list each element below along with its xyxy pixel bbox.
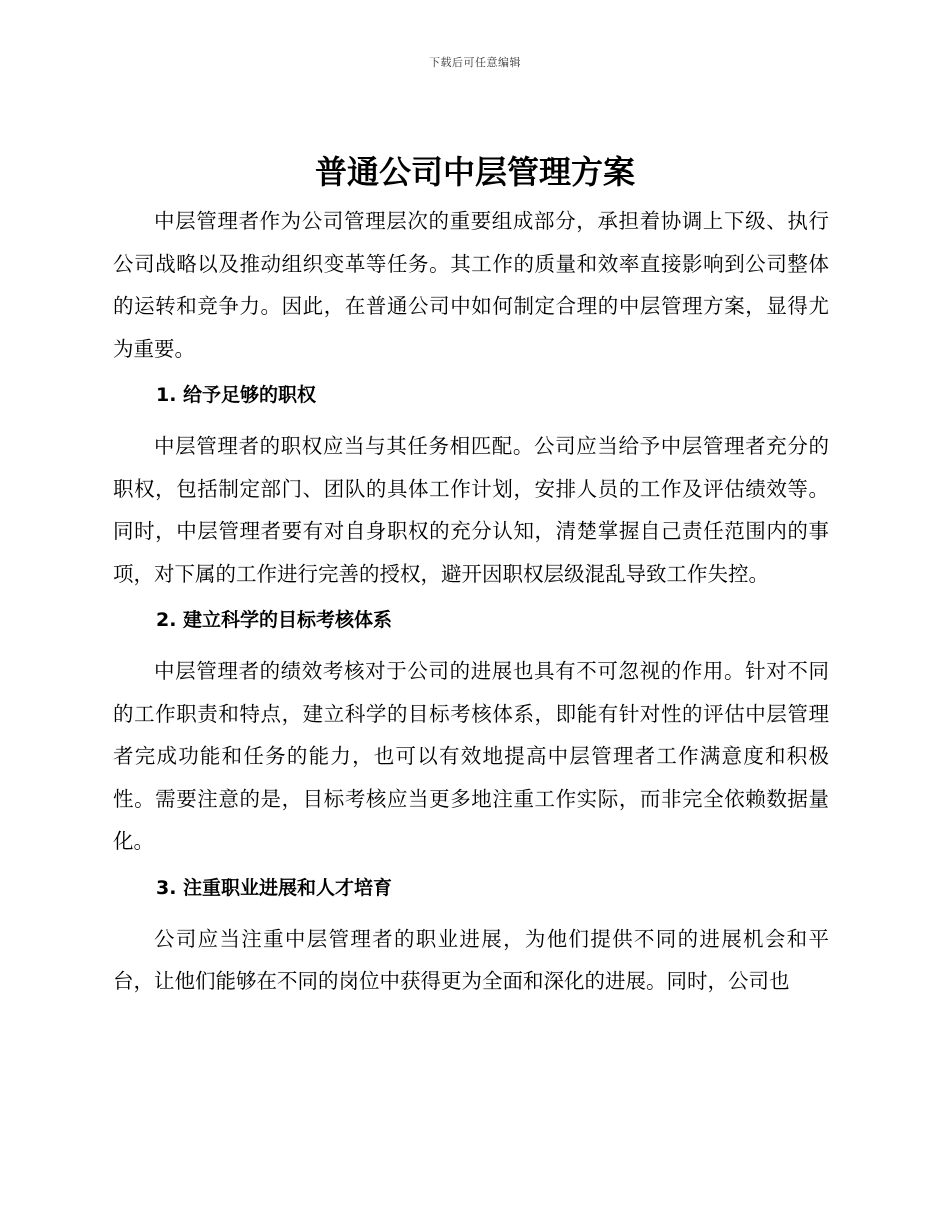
page-header-note: 下载后可任意编辑 [429, 56, 521, 69]
section-heading-3: 3. 注重职业进展和人才培育 [156, 876, 393, 899]
section-body-2: 中层管理者的绩效考核对于公司的进展也具有不可忽视的作用。针对不同的工作职责和特点，建立科学的目标考核体系，即能有针对性的评估中层管理者完成功能和任务的能力，也可以有效地提高中层管理者工作满意度和积极性。需要注意的是，目标考核应当更多地注重工作实际，而非完全依赖数据量化。 [113, 659, 829, 853]
section-heading-1: 1. 给予足够的职权 [156, 384, 317, 406]
section-body-1: 中层管理者的职权应当与其任务相匹配。公司应当给予中层管理者充分的职权，包括制定部门、团队的具体工作计划，安排人员的工作及评估绩效等。同时，中层管理者要有对自身职权的充分认知，清楚掌握自己责任范围内的事项，对下属的工作进行完善的授权，避开因职权层级混乱导致工作失控。 [113, 434, 829, 586]
section-body-3: 公司应当注重中层管理者的职业进展，为他们提供不同的进展机会和平台，让他们能够在不同的岗位中获得更为全面和深化的进展。同时，公司也 [113, 926, 829, 993]
document-body [113, 200, 829, 1003]
document-title: 普通公司中层管理方案 [314, 153, 635, 191]
section-heading-2: 2. 建立科学的目标考核体系 [156, 609, 393, 631]
intro-paragraph: 中层管理者作为公司管理层次的重要组成部分，承担着协调上下级、执行公司战略以及推动组织变革等任务。其工作的质量和效率直接影响到公司整体的运转和竞争力。因此，在普通公司中如何制定合理的中层管理方案，显得尤为重要。 [113, 209, 829, 361]
